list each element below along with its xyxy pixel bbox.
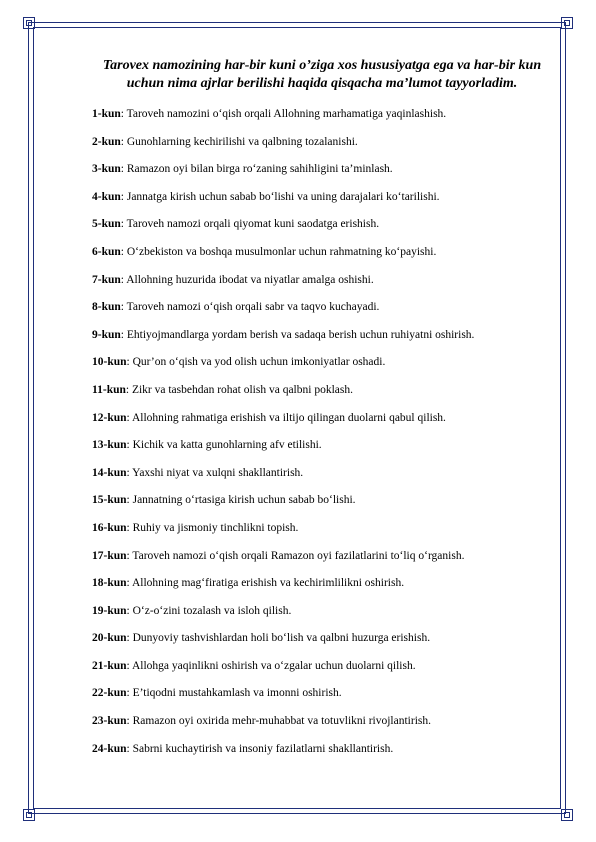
day-description: : Gunohlarning kechirilishi va qalbning tozalanishi. [120, 135, 358, 148]
day-description: : Allohning huzurida ibodat va niyatlar amalga oshishi. [120, 273, 374, 286]
list-item [92, 686, 552, 714]
corner-ornament-top-left [23, 17, 35, 29]
list-item [92, 300, 552, 328]
day-label: 23-kun [92, 715, 127, 728]
list-item [92, 549, 552, 577]
list-item [92, 245, 552, 273]
list-item [92, 576, 552, 604]
list-item [92, 383, 552, 411]
document-title: Tarovex namozining har-bir kuni o’ziga xos hususiyatga ega va har-bir kun uchun nima ajrlar berilishi haqida qisqacha ma’lumot tayyorladim. [102, 58, 542, 91]
list-item [92, 521, 552, 549]
day-label: 20-kun [92, 632, 127, 645]
day-description: : Taroveh namozi o‘qish orqali Ramazon oyi fazilatlarini to‘liq o‘rganish. [126, 549, 465, 562]
day-description: : Jannatga kirish uchun sabab bo‘lishi va uning darajalari ko‘tarilishi. [120, 190, 440, 203]
day-label: 19-kun [92, 604, 127, 617]
day-label: 1-kun [92, 108, 121, 120]
day-description: : Allohning rahmatiga erishish va iltijo qilingan duolarni qabul qilish. [126, 411, 446, 424]
list-item [92, 631, 552, 659]
day-description: : Ehtiyojmandlarga yordam berish va sadaqa berish uchun ruhiyatni oshirish. [120, 328, 475, 341]
day-label: 9-kun [92, 328, 121, 341]
day-label: 22-kun [92, 687, 127, 700]
day-description: : Dunyoviy tashvishlardan holi bo‘lish va qalbni huzurga erishish. [126, 632, 431, 645]
day-label: 17-kun [92, 549, 127, 562]
list-item [92, 107, 552, 135]
day-list [92, 107, 552, 769]
day-description: : Ramazon oyi oxirida mehr-muhabbat va totuvlikni rivojlantirish. [126, 715, 431, 728]
day-description: : O‘z-o‘zini tozalash va isloh qilish. [126, 604, 292, 617]
day-label: 6-kun [92, 245, 121, 258]
list-item [92, 604, 552, 632]
list-item [92, 190, 552, 218]
day-description: : Zikr va tasbehdan rohat olish va qalbni poklash. [125, 383, 353, 396]
day-description: : Ramazon oyi bilan birga ro‘zaning sahihligini ta’minlash. [120, 163, 393, 176]
corner-ornament-top-right [561, 17, 573, 29]
corner-ornament-bottom-left [23, 809, 35, 821]
day-label: 8-kun [92, 301, 121, 314]
list-item [92, 135, 552, 163]
day-description: : Kichik va katta gunohlarning afv etilishi. [126, 439, 322, 452]
day-description: : Jannatning o‘rtasiga kirish uchun sabab bo‘lishi. [126, 494, 356, 507]
list-item [92, 217, 552, 245]
day-label: 7-kun [92, 273, 121, 286]
day-label: 4-kun [92, 190, 121, 203]
day-label: 5-kun [92, 218, 121, 231]
day-label: 21-kun [92, 659, 127, 672]
day-label: 12-kun [92, 411, 127, 424]
day-description: : Taroveh namozi orqali qiyomat kuni saodatga erishish. [120, 218, 380, 231]
day-description: : E’tiqodni mustahkamlash va imonni oshirish. [126, 687, 342, 700]
day-label: 14-kun [92, 466, 127, 479]
day-description: : Ruhiy va jismoniy tinchlikni topish. [126, 521, 299, 534]
list-item [92, 714, 552, 742]
list-item [92, 411, 552, 439]
day-description: : O‘zbekiston va boshqa musulmonlar uchun rahmatning ko‘payishi. [120, 245, 437, 258]
day-label: 13-kun [92, 439, 127, 452]
day-label: 2-kun [92, 135, 121, 148]
list-item [92, 162, 552, 190]
day-label: 10-kun [92, 356, 127, 369]
day-label: 3-kun [92, 163, 121, 176]
day-description: : Taroveh namozi o‘qish orqali sabr va taqvo kuchayadi. [120, 301, 380, 314]
day-description: : Allohga yaqinlikni oshirish va o‘zgalar uchun duolarni qilish. [126, 659, 416, 672]
day-label: 16-kun [92, 521, 127, 534]
day-description: : Sabrni kuchaytirish va insoniy fazilatlarni shakllantirish. [126, 742, 394, 755]
list-item [92, 355, 552, 383]
day-label: 24-kun [92, 742, 127, 755]
day-label: 11-kun [92, 383, 126, 396]
list-item [92, 438, 552, 466]
list-item [92, 742, 552, 770]
day-description: : Qur’on o‘qish va yod olish uchun imkoniyatlar oshadi. [126, 356, 386, 369]
list-item [92, 328, 552, 356]
list-item [92, 466, 552, 494]
day-label: 15-kun [92, 494, 127, 507]
day-description: : Taroveh namozini o‘qish orqali Allohning marhamatiga yaqinlashish. [120, 108, 447, 120]
list-item [92, 659, 552, 687]
day-description: : Yaxshi niyat va xulqni shakllantirish. [126, 466, 304, 479]
list-item [92, 493, 552, 521]
list-item [92, 273, 552, 301]
day-label: 18-kun [92, 577, 127, 590]
day-description: : Allohning mag‘firatiga erishish va kechirimlilikni oshirish. [126, 577, 405, 590]
corner-ornament-bottom-right [561, 809, 573, 821]
